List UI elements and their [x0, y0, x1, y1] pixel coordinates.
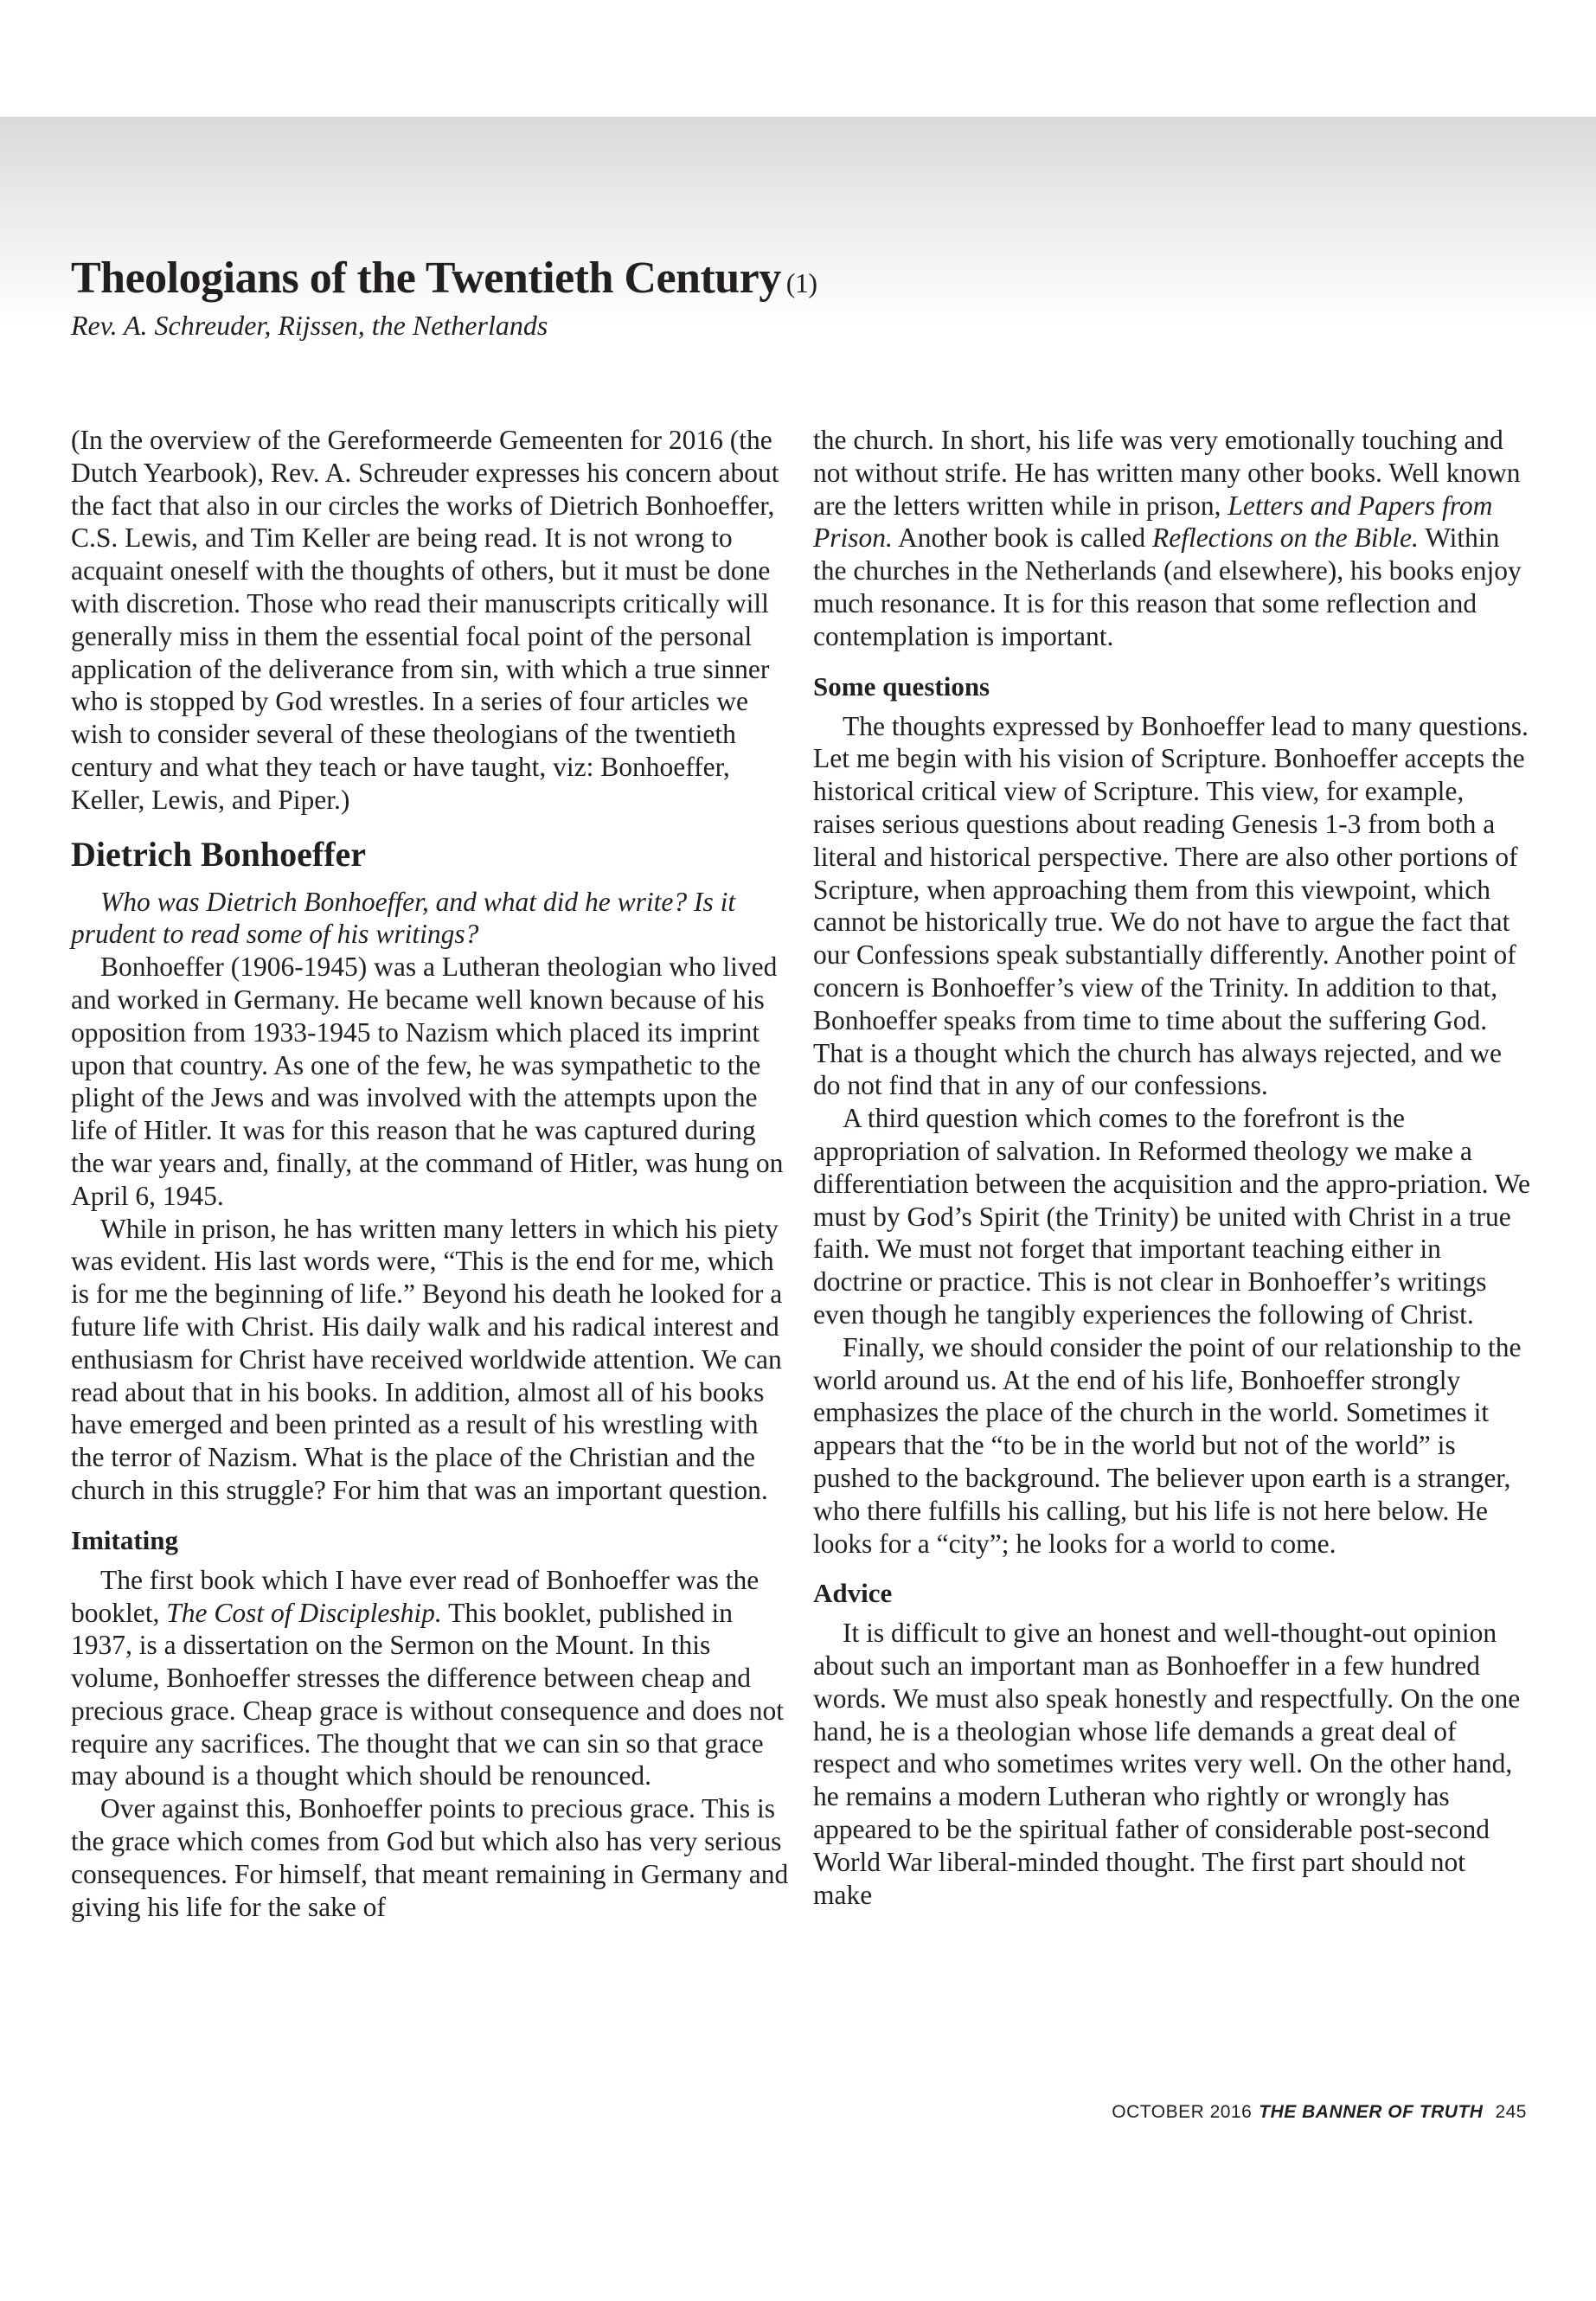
book-title: Reflections on the Bible. [1151, 522, 1419, 554]
page-footer [1112, 2102, 1527, 2123]
left-column [71, 424, 789, 1923]
body-paragraph: Over against this, Bonhoeffer points to precious grace. This is the grace which comes from God but which also has very serious consequences. For himself, that meant remaining in Germany and giving his life for the sake of [71, 1793, 789, 1922]
body-paragraph: Bonhoeffer (1906-1945) was a Lutheran theologian who lived and worked in Germany. He became well known because of his opposition from 1933-1945 to Nazism which placed its imprint upon that country. As one of the few, he was sympathetic to the plight of the Jews and was involved with the attempts upon the life of Hitler. It was for this reason that he was captured during the war years and, finally, at the command of Hitler, was hung on April 6, 1945. [71, 952, 784, 1211]
body-paragraph [813, 424, 1531, 653]
article-part-number: (1) [785, 267, 817, 298]
text-run: Another book is called [892, 522, 1152, 554]
body-paragraph: It is difficult to give an honest and well-thought-out opinion about such an important man as Bonhoeffer in a few hundred words. We must also speak honestly and respectfully. On the one hand, he is a theologian whose life demands a great deal of respect and who sometimes writes very well. On the other hand, he remains a modern Lutheran who rightly or wrongly has appeared to be the spiritual father of considerable post-second World War liberal-minded thought. The first part should not make [813, 1618, 1521, 1910]
article-byline: Rev. A. Schreuder, Rijssen, the Netherlands [71, 310, 548, 341]
top-margin [0, 0, 1596, 117]
article-header [71, 253, 1368, 343]
body-paragraph [71, 1564, 789, 1793]
subheading-imitating: Imitating [71, 1524, 178, 1555]
text-run: the church. In short, his life was very emotionally touching and not without strife. He has written many other books. Well known are the letters written while in prison, [813, 425, 1521, 521]
lede-question: Who was Dietrich Bonhoeffer, and what did he write? Is it prudent to read some of his writings? [71, 886, 736, 950]
body-paragraph: A third question which comes to the forefront is the appropriation of salvation. In Reformed theology we make a differentiation between the acquisition and the appro-priation. We must by God’s Spirit (the Trinity) be united with Christ in a true faith. We must not forget that important teaching either in doctrine or practice. This is not clear in Bonhoeffer’s writings even though he tangibly experiences the following of Christ. [813, 1103, 1531, 1330]
section-heading-bonhoeffer: Dietrich Bonhoeffer [71, 834, 367, 874]
text-run: Within the churches in the Netherlands (and elsewhere), his books enjoy much resonance. It is for this reason that some reflection and contemplation is important. [813, 522, 1522, 651]
right-column [813, 424, 1531, 1911]
issue-date: OCTOBER 2016 [1112, 2102, 1253, 2122]
body-paragraph: While in prison, he has written many letters in which his piety was evident. His last words were, “This is the end for me, which is for me the beginning of life.” Beyond his death he looked for a future life with Christ. His daily walk and his radical interest and enthusiasm for Christ have received worldwide attention. We can read about that in his books. In addition, almost all of his books have emerged and been printed as a result of his wrestling with the terror of Nazism. What is the place of the Christian and the church in this struggle? For him that was an important question. [71, 1213, 783, 1505]
text-run: The first book which I have ever read of Bonhoeffer was the booklet, [71, 1564, 760, 1628]
article-title-text: Theologians of the Twentieth Century [71, 253, 781, 303]
book-title: The Cost of Discipleship. [166, 1597, 442, 1628]
publication-name: THE BANNER OF TRUTH [1259, 2102, 1484, 2122]
subheading-some-questions: Some questions [813, 670, 990, 702]
body-paragraph: Finally, we should consider the point of our relationship to the world around us. At the end of his life, Bonhoeffer strongly emphasizes the place of the church in the world. Sometimes it appears that the “to be in the world but not of the world” is pushed to the background. The believer upon earth is a stranger, who there fulfills his calling, but his life is not here below. He looks for a “city”; he looks for a world to come. [813, 1331, 1522, 1559]
page-number: 245 [1495, 2102, 1527, 2122]
book-title: Letters and Papers from Prison. [813, 490, 1493, 554]
subheading-advice: Advice [813, 1578, 893, 1609]
intro-paragraph: (In the overview of the Gereformeerde Gemeenten for 2016 (the Dutch Yearbook), Rev. A. Schreuder expresses his concern about the fact that also in our circles the works of Dietrich Bonhoeffer, C.S. Lewis, and Tim Keller are being read. It is not wrong to acquaint oneself with the thoughts of others, but it must be done with discretion. Those who read their manuscripts critically will generally miss in them the essential focal point of the personal application of the deliverance from sin, with which a true sinner who is stopped by God wrestles. In a series of four articles we wish to consider several of these theologians of the twentieth century and what they teach or have taught, viz: Bonhoeffer, Keller, Lewis, and Piper.) [71, 425, 779, 815]
body-paragraph: The thoughts expressed by Bonhoeffer lead to many questions. Let me begin with his vision of Scripture. Bonhoeffer accepts the historical critical view of Scripture. This view, for example, raises serious questions about reading Genesis 1-3 from both a literal and historical perspective. There are also other portions of Scripture, when approaching them from this viewpoint, which cannot be historically true. We do not have to argue the fact that our Confessions speak substantially differently. Another point of concern is Bonhoeffer’s view of the Trinity. In addition to that, Bonhoeffer speaks from time to time about the suffering God. That is a thought which the church has always rejected, and we do not find that in any of our confessions. [813, 710, 1529, 1101]
text-run: This booklet, published in 1937, is a dissertation on the Sermon on the Mount. In this volume, Bonhoeffer stresses the difference between cheap and precious grace. Cheap grace is without consequence and does not require any sacrifices. The thought that we can sin so that grace may abound is a thought which should be renounced. [71, 1597, 784, 1791]
article-title [71, 253, 1368, 309]
